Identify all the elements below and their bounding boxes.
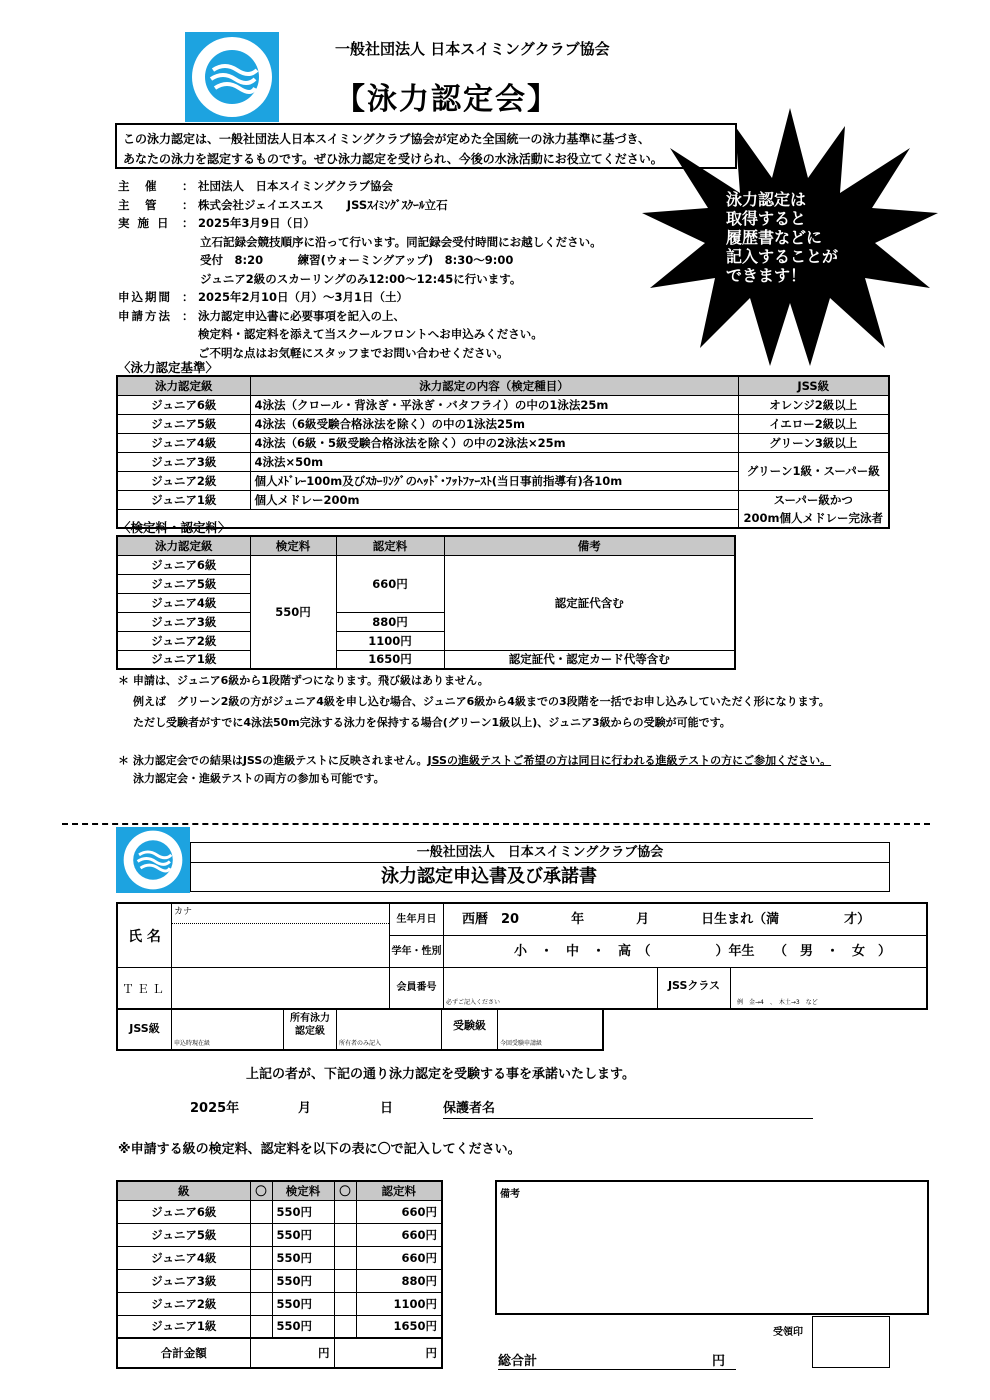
organizer-value: 社団法人 日本スイミングクラブ協会 [198,179,394,193]
table-row [117,1269,442,1292]
grade-sex-field[interactable]: 小 ・ 中 ・ 高 （ ）年生 （ 男 ・ 女 ） [444,936,926,968]
fee-entry-grade: ジュニア6級 [117,1200,250,1223]
fee-entry-header-circle-2: 〇 [334,1181,356,1200]
fees-header-grade: 泳力認定級 [117,536,250,555]
table-row [117,1338,442,1368]
fee-entry-circle[interactable] [334,1200,356,1223]
date-label: 実 施 日 [118,216,171,230]
fees-grade: ジュニア6級 [117,555,250,574]
grade-sex-label: 学年・性別 [390,936,444,968]
cut-line [62,823,930,825]
exam-grade-field[interactable] [498,1008,602,1049]
standards-content: 個人ﾒﾄﾞﾚｰ100m及びｽｶｰﾘﾝｸﾞのﾍｯﾄﾞ･ﾌｯﾄﾌｧｰｽﾄ(当日事前指導有)各10m [250,471,738,490]
starburst-line-2: 取得すると [726,209,807,228]
class-label: JSSクラス [667,979,721,992]
note-2-line-1a: 泳力認定会での結果はJSSの進級テストに反映されません。 [132,754,428,767]
consent-year: 2025年 [190,1101,240,1116]
receipt-stamp-box[interactable] [812,1316,890,1368]
fees-table [116,535,736,670]
period-value: 2025年2月10日（月）～3月1日（土） [198,290,409,304]
consent-month: 月 [298,1101,312,1116]
form-org: 一般社団法人 日本スイミングクラブ協会 [191,843,889,863]
manager-label: 主 管 [118,197,159,212]
grand-total-yen: 円 [712,1354,726,1369]
owned-field[interactable] [336,1008,442,1049]
fee-entry-total-cert[interactable]: 円 [334,1338,442,1368]
fees-cert-fee-2: 1100円 [336,631,444,650]
standards-title: 〈泳力認定基準〉 [118,360,219,375]
header-org: 一般社団法人 日本スイミングクラブ協会 [335,40,610,58]
standards-content: 4泳法（6級・5級受験合格泳法を除く）の中の2泳法×25m [250,433,738,452]
exam-grade-note: 今回受験申請級 [500,1040,543,1047]
table-row [117,1223,442,1246]
fees-grade: ジュニア3級 [117,612,250,631]
method-line-1: 泳力認定申込書に必要事項を記入の上、 [198,308,405,323]
fee-entry-header-circle-1: 〇 [250,1181,272,1200]
fee-instruction: ※申請する級の検定料、認定料を以下の表に〇で記入してください。 [118,1142,521,1157]
starburst-line-1: 泳力認定は [726,190,807,209]
starburst-line-5: できます！ [726,266,807,285]
jsca-logo [185,32,279,122]
standards-content: 個人メドレー200m [250,490,738,509]
standards-jss-last-line-1: スーパー級かつ [773,492,853,507]
fee-entry-circle[interactable] [250,1269,272,1292]
date-note-3: ジュニア2級のスカーリングのみ12:00～12:45に行います。 [200,271,522,286]
table-row [117,433,889,452]
fees-header-remark: 備考 [444,536,735,555]
owned-label-2: 認定級 [295,1026,325,1037]
fee-entry-exam: 550円 [272,1269,334,1292]
fees-cert-fee-1: 1650円 [336,650,444,669]
table-row [117,1246,442,1269]
method-label: 申請方法 [118,308,172,323]
grand-total-label: 総合計 [498,1354,538,1369]
applicant-form [116,902,928,1010]
fee-entry-cert: 1650円 [356,1315,442,1338]
kana-label: カナ [172,904,389,924]
standards-content: 4泳法（6級受験合格泳法を除く）の中の1泳法25m [250,414,738,433]
remarks-label: 備考 [500,1189,520,1200]
standards-header-content: 泳力認定の内容（検定種目） [250,376,738,395]
intro-line-2: あなたの泳力を認定するものです。ぜひ泳力認定を受けられ、今後の水泳活動にお役立てください。 [123,152,663,166]
intro-line-1: この泳力認定は、一般社団法人日本スイミングクラブ協会が定めた全国統一の泳力基準に基づき、 [123,132,651,146]
standards-grade: ジュニア2級 [117,471,250,490]
fee-entry-circle[interactable] [250,1200,272,1223]
fees-header-cert: 認定料 [336,536,444,555]
consent-text: 上記の者が、下記の通り泳力認定を受験する事を承諾いたします。 [246,1067,635,1082]
manager-value: 株式会社ジェイエスエス JSSｽｲﾐﾝｸﾞｽｸｰﾙ立石 [198,197,448,212]
date-value: 2025年3月9日（日） [198,216,316,230]
fees-cert-fee-3: 880円 [336,612,444,631]
member-field[interactable] [444,968,658,1008]
fee-entry-circle[interactable] [334,1223,356,1246]
fee-entry-exam: 550円 [272,1292,334,1315]
fee-entry-exam: 550円 [272,1223,334,1246]
fee-entry-grade: ジュニア1級 [117,1315,250,1338]
form-header-box [190,842,890,892]
notes-2 [118,752,958,788]
standards-grade: ジュニア1級 [117,490,250,509]
fee-entry-total-label: 合計金額 [117,1338,250,1368]
table-row [117,395,889,414]
standards-table [116,375,890,529]
starburst-text [726,190,838,285]
fees-header-exam: 検定料 [250,536,336,555]
standards-grade: ジュニア5級 [117,414,250,433]
fee-entry-exam: 550円 [272,1315,334,1338]
standards-grade: ジュニア6級 [117,395,250,414]
note-2-line-2: 泳力認定会・進級テストの両方の参加も可能です。 [133,772,385,785]
fee-entry-cert: 660円 [356,1223,442,1246]
fee-entry-grade: ジュニア4級 [117,1246,250,1269]
table-row [117,650,735,669]
fee-entry-cert: 660円 [356,1200,442,1223]
member-note: 必ずご記入ください [446,999,501,1006]
fee-entry-circle[interactable] [250,1315,272,1338]
standards-jss: オレンジ2級以上 [738,395,889,414]
class-note: 例 金→4 、 木土→3 など [737,999,818,1006]
owned-label-1: 所有泳力 [290,1013,330,1024]
date-note-2: 受付 8:20 練習(ウォーミングアップ) 8:30～9:00 [200,253,514,267]
standards-content: 4泳法（クロール・背泳ぎ・平泳ぎ・バタフライ）の中の1泳法25m [250,395,738,414]
standards-jss: グリーン1級・スーパー級 [738,452,889,490]
fee-entry-total-exam[interactable]: 円 [250,1338,334,1368]
name-field[interactable] [172,904,390,968]
table-row [117,452,889,471]
table-row [117,414,889,433]
fees-cert-fee-654: 660円 [336,555,444,612]
name-label: 氏 名 [118,904,172,968]
fee-entry-cert: 880円 [356,1269,442,1292]
member-label: 会員番号 [390,968,444,1008]
fee-entry-header-exam: 検定料 [272,1181,334,1200]
guardian-name-field[interactable]: 保護者名 [443,1097,813,1119]
notes-1 [118,670,938,733]
class-field[interactable] [730,968,926,1008]
standards-content: 4泳法×50m [250,452,738,471]
jss-grade-label: JSS級 [118,1008,172,1049]
owned-note: 所有者のみ記入 [339,1040,382,1047]
note-2-mark: ＊ [118,754,129,767]
fees-title: 〈検定料・認定料〉 [118,520,231,535]
consent-day: 日 [380,1101,394,1116]
fees-grade: ジュニア5級 [117,574,250,593]
jsca-logo-small [116,827,190,893]
event-info: 主 催 ： 社団法人 日本スイミングクラブ協会 主 管 ： 株式会社ジェイエスエス JSSｽｲﾐﾝｸﾞｽｸｰﾙ立石 実 施 日 ： 2025年3月9日（日） 立石記録会競技順序に沿って行います。同記録会受付時間にお越しください。 受付 8:20 練習(ウォーミングアップ) 8:30～9:00 ジュニア2級のスカーリングのみ12:00～12:45に行います。 申込期間 ： 2025年2月10日（月）～3月1日（土） 申請方法 ： 泳力認定申込書に必要事項を記入の上、 検定料・認定料を添えて当スクールフロントへお申込みください。 ご不明な点はお気軽にスタッフまでお問い合わせください。 [118,177,718,362]
fee-entry-grade: ジュニア2級 [117,1292,250,1315]
fee-entry-exam: 550円 [272,1200,334,1223]
fee-entry-circle[interactable] [334,1315,356,1338]
jss-grade-field[interactable] [172,1008,284,1049]
starburst-line-4: 記入することが [726,247,839,266]
fees-remark-1: 認定証代・認定カード代等含む [444,650,735,669]
fee-entry-table [116,1180,443,1369]
table-row [117,1315,442,1338]
method-line-2: 検定料・認定料を添えて当スクールフロントへお申込みください。 [198,327,543,341]
form-title: 泳力認定申込書及び承諾書 [381,866,597,887]
birth-label: 生年月日 [390,904,444,936]
standards-grade: ジュニア4級 [117,433,250,452]
fees-grade: ジュニア4級 [117,593,250,612]
starburst-line-3: 履歴書などに [726,228,823,247]
note-2-line-1b: JSSの進級テストご希望の方は同日に行われる進級テストの方にご参加ください。 [427,754,832,767]
table-row [117,490,889,509]
standards-jss: グリーン3級以上 [738,433,889,452]
fee-entry-circle[interactable] [250,1292,272,1315]
fee-entry-circle[interactable] [334,1292,356,1315]
fees-grade: ジュニア2級 [117,631,250,650]
fee-entry-circle[interactable] [334,1246,356,1269]
remarks-box[interactable] [495,1180,929,1315]
table-row [117,1200,442,1223]
tel-field[interactable] [172,968,390,1008]
fee-entry-cert: 660円 [356,1246,442,1269]
period-label: 申込期間 [118,290,172,304]
standards-grade: ジュニア3級 [117,452,250,471]
date-note-1: 立石記録会競技順序に沿って行います。同記録会受付時間にお越しください。 [200,234,602,249]
fee-entry-header-grade: 級 [117,1181,250,1200]
table-row [117,555,735,574]
note-1-line-3: ただし受験者がすでに4泳法50m完泳する泳力を保持する場合(グリーン1級以上)、ジュニア3級からの受験が可能です。 [133,716,731,729]
fee-entry-header-cert: 認定料 [356,1181,442,1200]
note-1-mark: ＊ [118,674,129,687]
fees-grade: ジュニア1級 [117,650,250,669]
receipt-label: 受領印 [773,1327,803,1338]
note-1-line-2: 例えば グリーン2級の方がジュニア4級を申し込む場合、ジュニア6級から4級までの3段階を一括でお申し込みしていただく形になります。 [133,695,830,708]
method-line-3: ご不明な点はお気軽にスタッフまでお問い合わせください。 [198,345,509,360]
jss-grade-note: 申込時現在級 [174,1040,211,1047]
organizer-label: 主 催 [118,179,159,193]
owned-label [284,1012,336,1038]
standards-jss: イエロー2級以上 [738,414,889,433]
fees-remark-main: 認定証代含む [444,555,735,650]
fee-entry-grade: ジュニア3級 [117,1269,250,1292]
fee-entry-circle[interactable] [334,1269,356,1292]
grand-total-field[interactable] [498,1350,736,1370]
note-1-line-1: 申請は、ジュニア6級から1段階ずつになります。飛び級はありません。 [132,674,489,687]
fee-entry-circle[interactable] [250,1246,272,1269]
grade-form-row [116,1008,604,1051]
exam-grade-label: 受験級 [442,1008,498,1049]
fees-exam-fee: 550円 [250,555,336,669]
standards-jss-last-line-2: 200m個人メドレー完泳者 [743,510,883,525]
birth-field[interactable]: 西暦 20 年 月 日生まれ（満 才） [444,904,926,936]
standards-jss-last [738,490,889,528]
standards-header-jss: JSS級 [738,376,889,395]
fee-entry-cert: 1100円 [356,1292,442,1315]
fee-entry-circle[interactable] [250,1223,272,1246]
tel-label: ＴＥＬ [118,968,172,1008]
standards-header-grade: 泳力認定級 [117,376,250,395]
fee-entry-exam: 550円 [272,1246,334,1269]
fee-entry-grade: ジュニア5級 [117,1223,250,1246]
page-title: 【泳力認定会】 [335,82,559,117]
table-row [117,1292,442,1315]
